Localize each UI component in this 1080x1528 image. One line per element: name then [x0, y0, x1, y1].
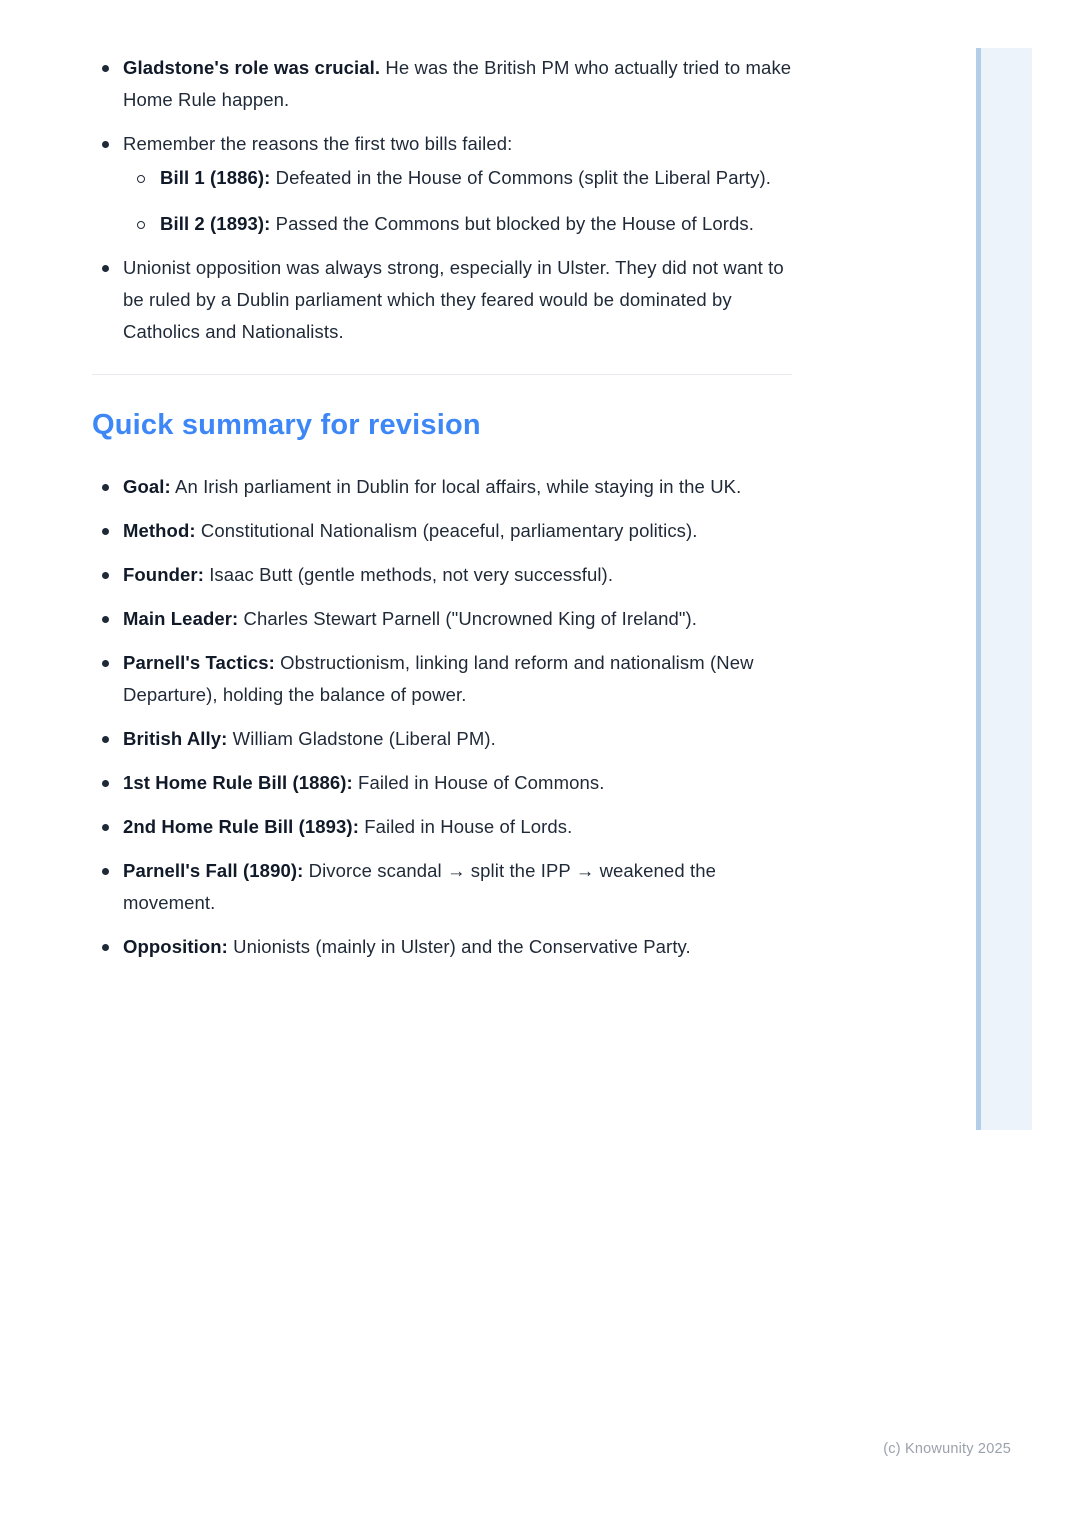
bullet-icon — [102, 660, 109, 667]
bullet-icon — [102, 572, 109, 579]
notes-list — [92, 52, 792, 348]
bullet-icon — [102, 944, 109, 951]
list-item — [92, 767, 792, 799]
bullet-icon — [102, 484, 109, 491]
item-text: He was the British PM who actually tried to make Home Rule happen. — [123, 57, 792, 110]
item-bold-label: Parnell's Tactics: — [123, 652, 275, 673]
bullet-icon — [102, 528, 109, 535]
item-bold-label: Bill 2 (1893): — [160, 213, 271, 234]
item-text: Remember the reasons the first two bills failed: — [123, 133, 513, 154]
item-text: Constitutional Nationalism (peaceful, parliamentary politics). — [195, 520, 698, 541]
item-bold-label: 2nd Home Rule Bill (1893): — [123, 816, 359, 837]
bullet-icon — [102, 616, 109, 623]
bullet-icon — [102, 65, 109, 72]
list-item — [92, 252, 792, 348]
bullet-icon — [102, 824, 109, 831]
section-heading-quick-summary: Quick summary for revision — [92, 409, 481, 441]
list-item — [123, 162, 792, 194]
list-item — [92, 471, 792, 503]
item-text: Defeated in the House of Commons (split the Liberal Party). — [270, 167, 771, 188]
document-content — [92, 52, 792, 975]
item-bold-label: Main Leader: — [123, 608, 239, 629]
item-text: Charles Stewart Parnell ("Uncrowned King of Ireland"). — [238, 608, 698, 629]
item-bold-label: Gladstone's role was crucial. — [123, 57, 381, 78]
bullet-icon — [102, 265, 109, 272]
item-bold-label: Founder: — [123, 564, 204, 585]
list-item — [92, 128, 792, 240]
item-text: Divorce scandal → split the IPP → weakened the movement. — [123, 860, 716, 913]
bullet-icon — [102, 141, 109, 148]
scrollbar-track[interactable] — [976, 48, 1032, 1130]
bullet-icon — [102, 780, 109, 787]
list-item — [92, 52, 792, 116]
item-bold-label: Method: — [123, 520, 196, 541]
item-text: Obstructionism, linking land reform and nationalism (New Departure), holding the balance of power. — [123, 652, 754, 705]
list-item — [92, 723, 792, 755]
item-text: Passed the Commons but blocked by the House of Lords. — [270, 213, 754, 234]
summary-list — [92, 471, 792, 963]
item-text: An Irish parliament in Dublin for local affairs, while staying in the UK. — [170, 476, 742, 497]
circle-bullet-icon — [137, 221, 145, 229]
list-item — [92, 515, 792, 547]
item-bold-label: British Ally: — [123, 728, 228, 749]
item-bold-label: 1st Home Rule Bill (1886): — [123, 772, 353, 793]
item-text: Failed in House of Lords. — [358, 816, 573, 837]
bullet-icon — [102, 736, 109, 743]
circle-bullet-icon — [137, 175, 145, 183]
bullet-icon — [102, 868, 109, 875]
list-item — [92, 559, 792, 591]
list-item — [92, 931, 792, 963]
item-text: William Gladstone (Liberal PM). — [227, 728, 496, 749]
item-bold-label: Parnell's Fall (1890): — [123, 860, 304, 881]
sub-list — [123, 162, 792, 240]
item-text: Isaac Butt (gentle methods, not very successful). — [203, 564, 614, 585]
list-item — [92, 811, 792, 843]
item-bold-label: Bill 1 (1886): — [160, 167, 271, 188]
section-divider — [92, 374, 792, 375]
item-text: Failed in House of Commons. — [352, 772, 605, 793]
item-bold-label: Opposition: — [123, 936, 228, 957]
list-item — [123, 208, 792, 240]
scrollbar-thumb[interactable] — [976, 48, 981, 1130]
list-item — [92, 647, 792, 711]
item-text: Unionist opposition was always strong, especially in Ulster. They did not want to be ruled by a Dublin parliament which they feared would be dominated by Catholics and Nationalists. — [123, 257, 784, 342]
footer-copyright: (c) Knowunity 2025 — [883, 1441, 1011, 1457]
list-item — [92, 855, 792, 919]
list-item — [92, 603, 792, 635]
item-bold-label: Goal: — [123, 476, 171, 497]
item-text: Unionists (mainly in Ulster) and the Conservative Party. — [227, 936, 691, 957]
